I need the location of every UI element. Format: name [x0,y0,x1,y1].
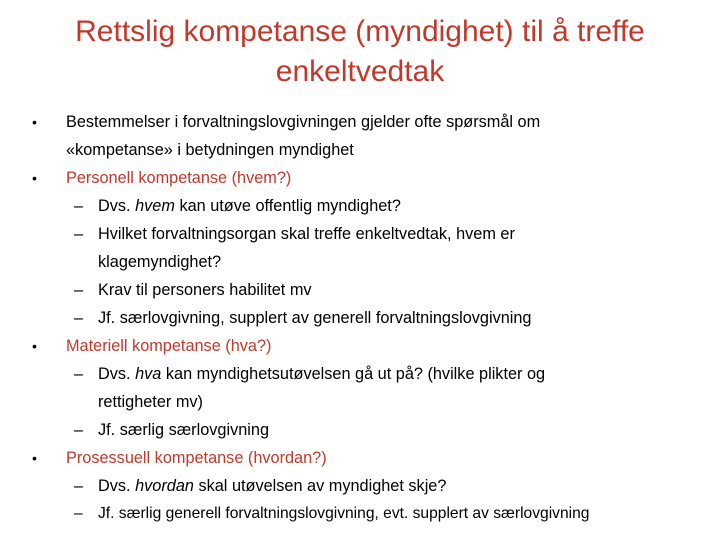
dash-icon: – [74,421,84,439]
sub-item [24,360,704,388]
dash-icon: – [74,225,84,243]
dash-icon: – [74,505,83,522]
sub-text: skal utøvelsen av myndighet skje? [193,477,447,495]
bullet-text: Personell kompetanse (hvem?) [66,169,292,187]
bullet-continuation [24,136,704,164]
dash-icon: – [74,281,84,299]
sub-text-emphasis: hvem [135,197,175,215]
sub-item [24,192,704,220]
bullet-item [24,164,704,192]
dash-icon: – [74,197,84,215]
sub-continuation [24,248,704,276]
sub-text: Dvs. [98,477,136,495]
sub-item [24,220,704,248]
bullet-text: Prosessuell kompetanse (hvordan?) [66,449,327,467]
sub-continuation [24,388,704,416]
sub-text: Jf. særlig særlovgivning [98,421,270,439]
sub-text: klagemyndighet? [98,253,222,271]
bullet-item [24,332,704,360]
sub-item [24,276,704,304]
sub-text-emphasis: hvordan [135,477,194,495]
title-line-2: enkeltvedtak [275,55,445,88]
bullet-icon: • [32,338,37,354]
sub-item [24,500,704,528]
slide-title [40,12,680,92]
sub-text: kan utøve offentlig myndighet? [174,197,401,215]
sub-text: Krav til personers habilitet mv [98,281,312,299]
slide-body [24,108,704,528]
bullet-icon: • [32,114,37,130]
bullet-icon: • [32,450,37,466]
bullet-text: «kompetanse» i betydningen myndighet [66,141,354,159]
sub-item [24,416,704,444]
sub-text: Dvs. [98,197,136,215]
bullet-item [24,444,704,472]
bullet-item [24,108,704,136]
bullet-text: Materiell kompetanse (hva?) [66,337,272,355]
dash-icon: – [74,365,84,383]
sub-text: kan myndighetsutøvelsen gå ut på? (hvilke plikter og [161,365,546,383]
dash-icon: – [74,309,84,327]
sub-text-emphasis: hva [135,365,162,383]
bullet-icon: • [32,170,37,186]
sub-text: Hvilket forvaltningsorgan skal treffe enkeltvedtak, hvem er [98,225,515,243]
sub-item [24,472,704,500]
dash-icon: – [74,477,84,495]
sub-text: Dvs. [98,365,136,383]
sub-item [24,304,704,332]
sub-text: Jf. særlig generell forvaltningslovgivning, evt. supplert av særlovgivning [98,505,590,522]
sub-text: rettigheter mv) [98,393,203,411]
bullet-text: Bestemmelser i forvaltningslovgivningen gjelder ofte spørsmål om [66,113,541,131]
title-line-1: Rettslig kompetanse (myndighet) til å treffe [75,15,645,48]
sub-text: Jf. særlovgivning, supplert av generell forvaltningslovgivning [98,309,532,327]
